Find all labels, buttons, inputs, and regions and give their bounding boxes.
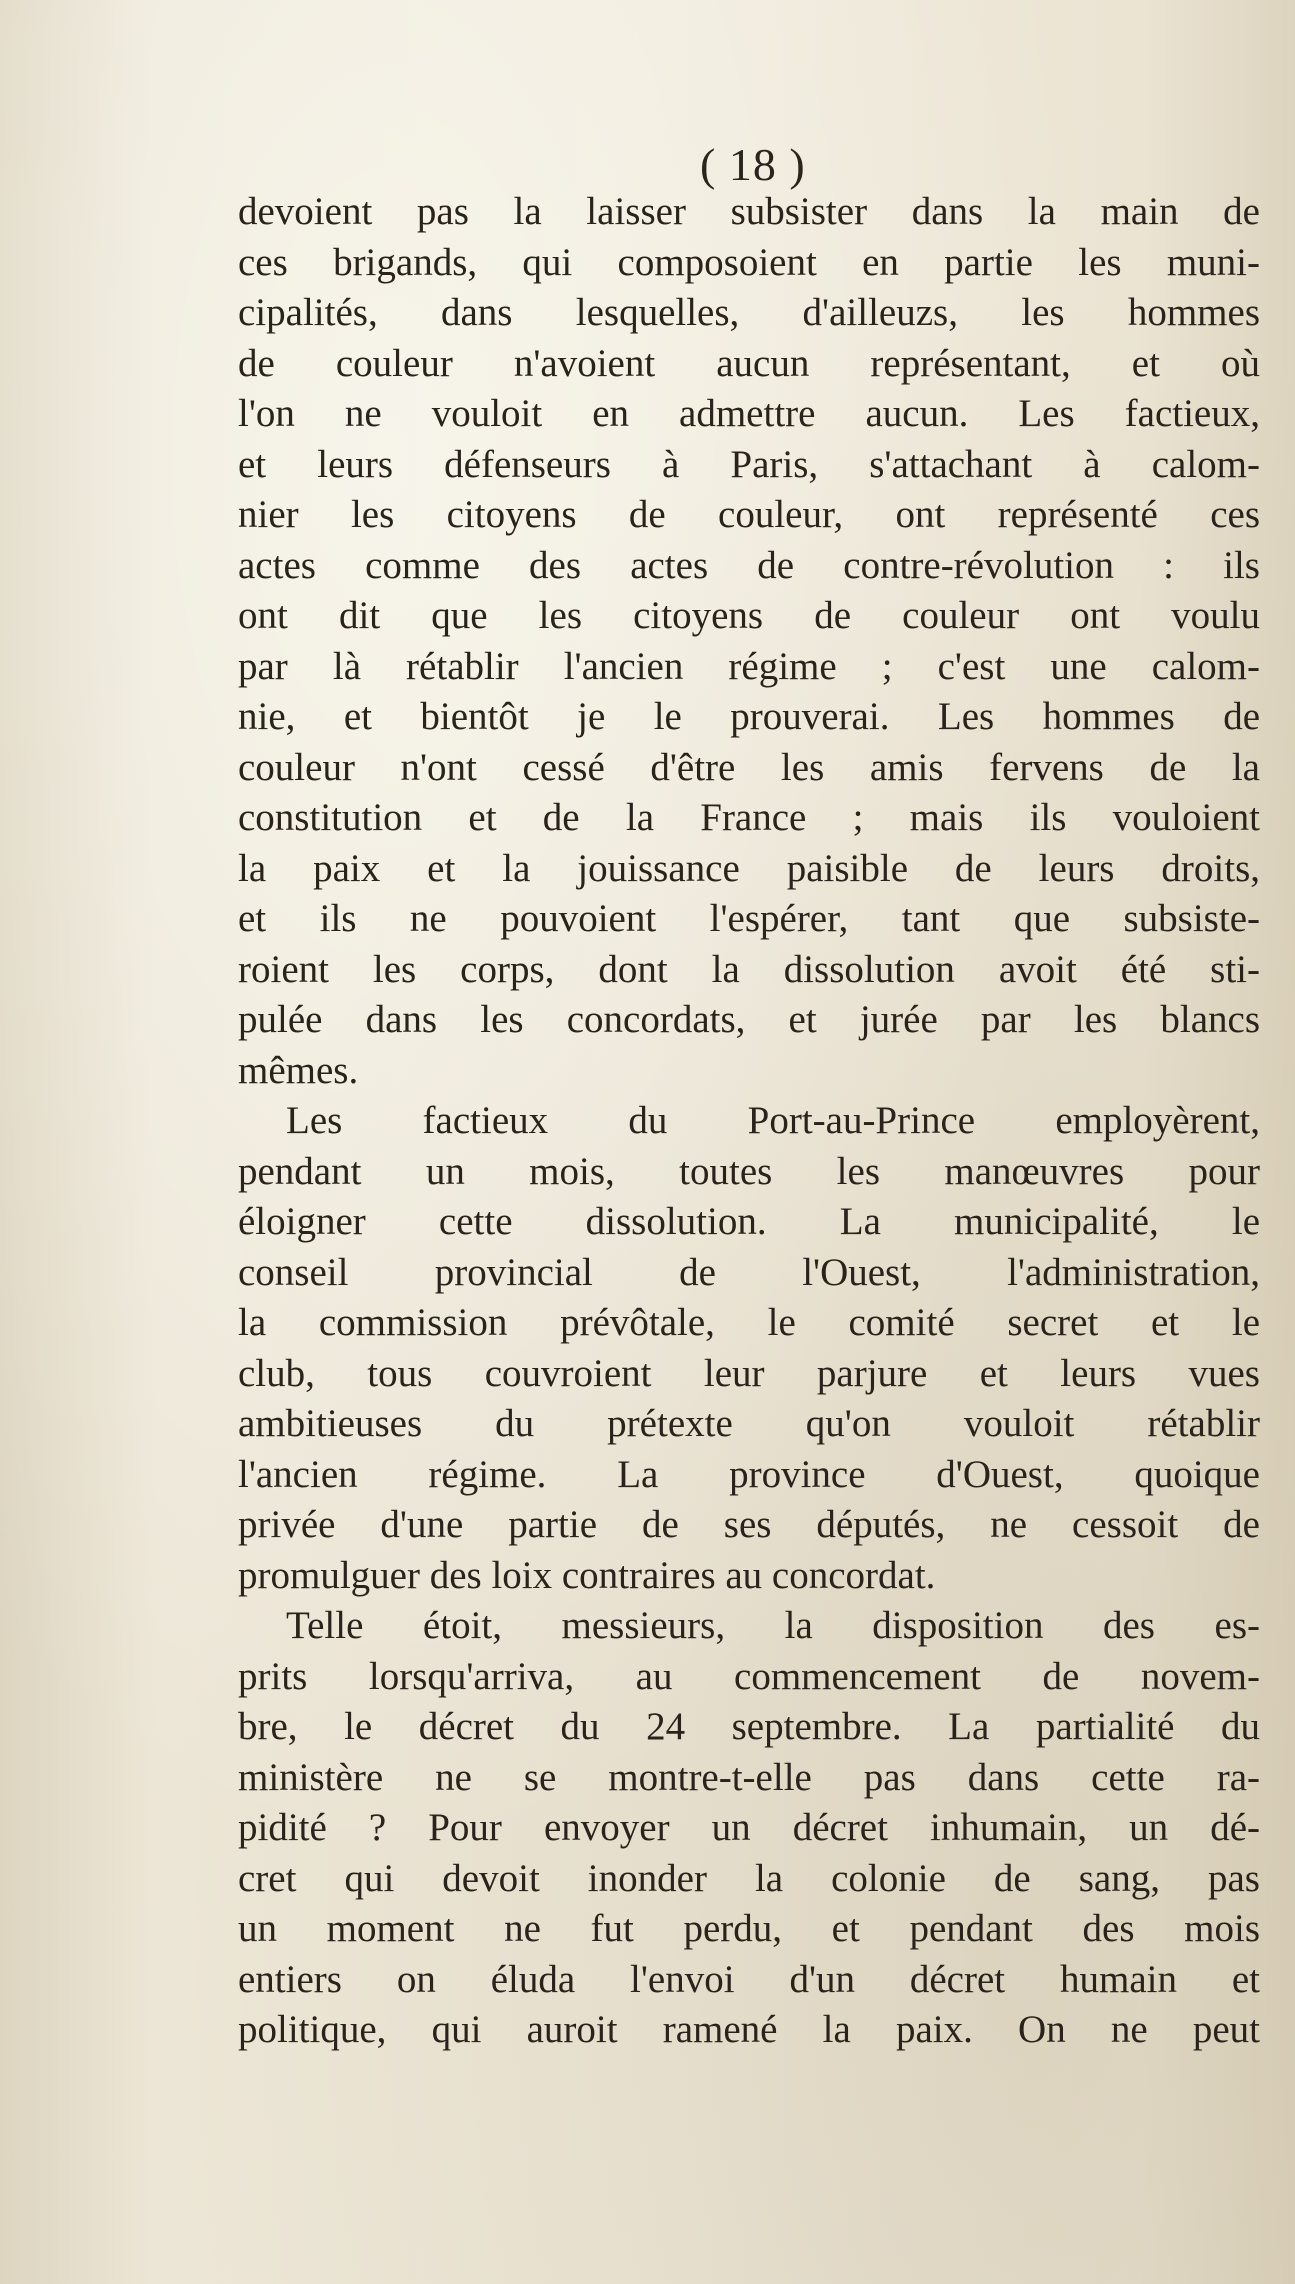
text-line: bre, le décret du 24 septembre. La partialité du [238,1705,1260,1748]
text-line: prits lorsqu'arriva, au commencement de novem- [238,1654,1260,1698]
text-line: l'ancien régime. La province d'Ouest, quoique [238,1452,1260,1496]
text-line: couleur n'ont cessé d'être les amis fervens de la [238,745,1260,789]
text-line: par là rétablir l'ancien régime ; c'est une calom- [238,644,1260,688]
text-line: politique, qui auroit ramené la paix. On ne peut [238,2008,1260,2051]
text-line: roient les corps, dont la dissolution avoit été sti- [238,947,1260,991]
body-text [238,187,1260,2056]
text-line: club, tous couvroient leur parjure et leurs vues [238,1351,1260,1395]
text-line: cipalités, dans lesquelles, d'ailleuzs, les hommes [238,291,1260,334]
text-line: et leurs défenseurs à Paris, s'attachant à calom- [238,442,1260,486]
text-line: éloigner cette dissolution. La municipalité, le [238,1200,1260,1243]
text-line: mêmes. [238,1048,359,1092]
text-line: nier les citoyens de couleur, ont représenté ces [238,493,1260,536]
text-line: privée d'une partie de ses députés, ne cessoit de [238,1503,1260,1546]
text-line: ambitieuses du prétexte qu'on vouloit rétablir [238,1402,1260,1445]
text-line: pidité ? Pour envoyer un décret inhumain, un dé- [238,1806,1260,1849]
text-line: pulée dans les concordats, et jurée par les blancs [238,998,1260,1041]
text-line: Les factieux du Port-au-Prince employèrent, [286,1099,1260,1142]
text-line: constitution et de la France ; mais ils vouloient [238,796,1260,839]
text-line: actes comme des actes de contre-révolution : ils [238,543,1260,587]
text-line: entiers on éluda l'envoi d'un décret humain et [238,1957,1260,2001]
page-number: ( 18 ) [700,139,806,190]
text-line: devoient pas la laisser subsister dans la main de [238,190,1260,233]
text-line: conseil provincial de l'Ouest, l'administration, [238,1250,1260,1294]
text-line: ministère ne se montre-t-elle pas dans cette ra- [238,1755,1260,1799]
text-line: la commission prévôtale, le comité secret et le [238,1301,1260,1344]
text-line: de couleur n'avoient aucun représentant, et où [238,341,1260,385]
text-line: pendant un mois, toutes les manœuvres pour [238,1149,1260,1193]
text-line: et ils ne pouvoient l'espérer, tant que subsiste- [238,897,1260,940]
text-line: cret qui devoit inonder la colonie de sang, pas [238,1856,1260,1900]
text-line: la paix et la jouissance paisible de leurs droits, [238,846,1260,890]
text-line: ces brigands, qui composoient en partie les muni- [238,240,1260,284]
text-line: nie, et bientôt je le prouverai. Les hommes de [238,695,1260,738]
text-line: l'on ne vouloit en admettre aucun. Les factieux, [238,392,1260,435]
text-line: un moment ne fut perdu, et pendant des mois [238,1907,1260,1950]
text-line: promulguer des loix contraires au concordat. [238,1553,936,1597]
text-line: Telle étoit, messieurs, la disposition des es- [286,1604,1260,1647]
text-line: ont dit que les citoyens de couleur ont voulu [238,594,1260,637]
